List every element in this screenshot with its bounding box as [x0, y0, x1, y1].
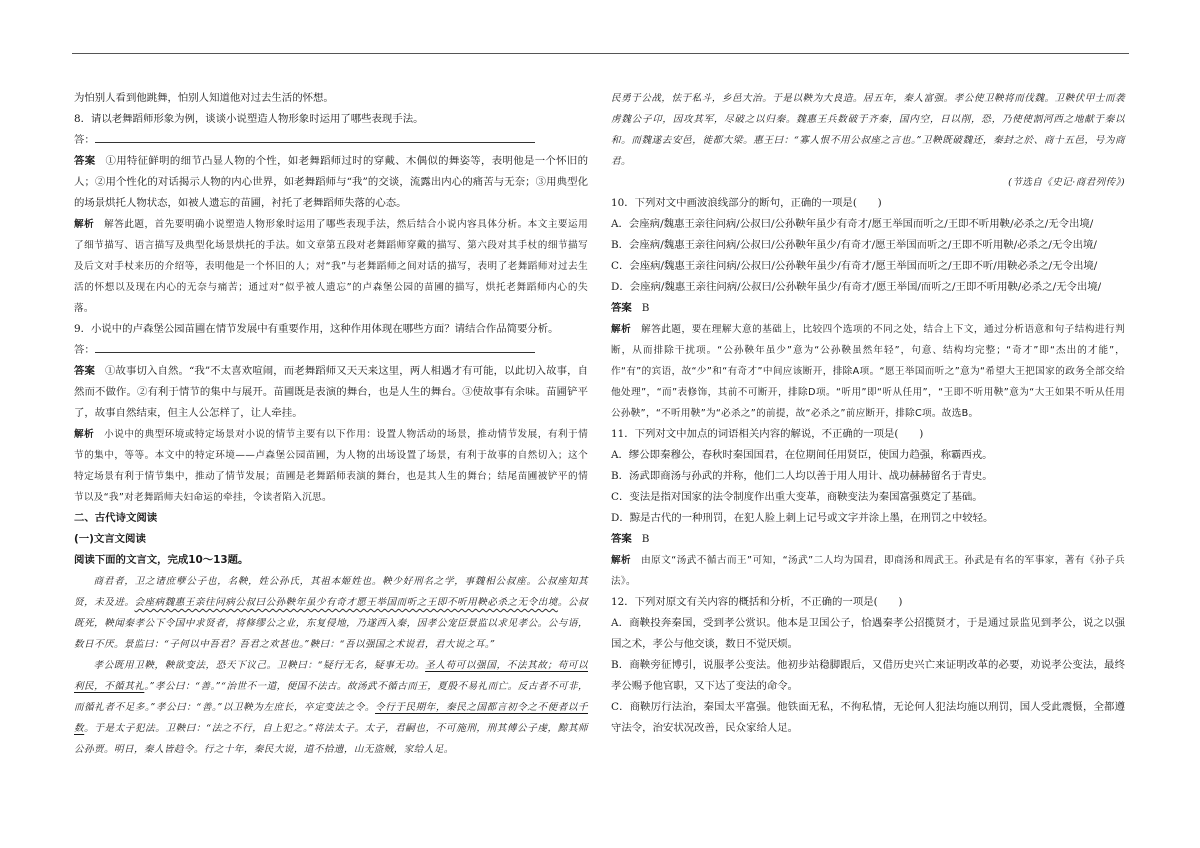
option-d: D．会座病/魏惠王亲往问病/公叔曰/公孙鞅年虽少/有奇才/愿王举国/而听之/王即不听用鞅/必杀之/无令出境/	[611, 281, 1102, 293]
answer-tag: 答案	[74, 155, 96, 167]
blank-line	[95, 130, 535, 143]
option-b: B．汤武即商汤与孙武的并称，他们二人均以善于用人用计、战功赫赫留名于青史。	[611, 470, 993, 482]
answer-blank: 答：	[74, 130, 588, 151]
question-8: 8．请以老舞蹈师形象为例，谈谈小说塑造人物形象时运用了哪些表现手法。	[74, 113, 424, 125]
instruction: 阅读下面的文言文，完成10～13题。	[74, 554, 249, 566]
answer-blank: 答：	[74, 340, 588, 361]
option-a: A．缪公即秦穆公，春秋时秦国国君，在位期间任用贤臣，使国力趋强，称霸西戎。	[611, 449, 993, 461]
option-c: C．会座病/魏惠王亲往问病/公叔曰/公孙鞅年虽少/有奇才/愿王举国而听之/王即不听/用鞅必杀之/无令出境/	[611, 260, 1098, 272]
analysis-tag: 解析	[611, 324, 632, 335]
text-line: 为怕别人看到他跳舞，怕别人知道他对过去生活的怀想。	[74, 92, 334, 104]
underlined-sentence-1: 圣人苟可以强国，不法其故；苟可以利民，不循其礼	[74, 660, 588, 692]
subsection-heading: (一)文言文阅读	[74, 533, 146, 545]
answer-tag: 答案	[74, 365, 95, 377]
analysis-tag: 解析	[74, 219, 95, 230]
analysis-9: 解析 小说中的典型环境或特定场景对小说的情节主要有以下作用：设置人物活动的场景，推动情节发展，有利于情节的集中，等等。本文中的特定环境——卢森堡公园苗圃，为人物的出场设置了场景，有利于故事的自然切入；这个特定场景有利于情节集中，推动了情节发展；苗圃是老舞蹈师表演的舞台，也是其人生的舞台；结尾苗圃被铲平的情节以及“我”对老舞蹈师夫妇命运的牵挂，令读者陷入沉思。	[74, 429, 588, 503]
option-d: D．黥是古代的一种刑罚，在犯人脸上刺上记号或文字并涂上墨，在刑罚之中较轻。	[611, 512, 994, 524]
answer-11: 答案 B	[611, 533, 650, 545]
answer-10: 答案 B	[611, 302, 650, 314]
classical-text-para-2: 孝公既用卫鞅，鞅欲变法，恐天下议己。卫鞅曰：“疑行无名，疑事无功。圣人苟可以强国，不法其故；苟可以利民，不循其礼。”孝公曰：“善。”“治世不一道，便国不法古。故汤武不循古而王，夏殷不易礼而亡。反古者不可非，而循礼者不足多。”孝公曰：“善。”以卫鞅为左庶长，卒定变法之令。令行于民期年，秦民之国都言初令之不便者以千数。于是太子犯法。卫鞅曰：“法之不行，自上犯之。”将法太子。太子，君嗣也，不可施刑，刑其傅公子虔，黥其师公孙贾。明日，秦人皆趋令。行之十年，秦民大说，道不拾遗，山无盗贼，家给人足。	[74, 660, 588, 755]
question-12: 12．下列对原文有关内容的概括和分析，不正确的一项是( )	[611, 596, 903, 608]
classical-text-para-1: 商君者，卫之诸庶孽公子也，名鞅，姓公孙氏，其祖本姬姓也。鞅少好刑名之学，事魏相公叔座。公叔座知其贤，未及进。会座病魏惠王亲往问病公叔曰公孙鞅年虽少有奇才愿王举国而听之王即不听用鞅必杀之无令出境。公叔既死，鞅闻秦孝公下令国中求贤者，将修缪公之业，东复侵地，乃遂西入秦，因孝公宠臣景监以求见孝公。公与语，数日不厌。景监曰：“子何以中吾君？吾君之欢甚也。”鞅曰：“吾以强国之术说君，君大说之耳。”	[74, 576, 588, 650]
option-b: B．会座病/魏惠王亲往问病/公叔曰/公孙鞅年虽少/有奇才/愿王举国而听之/王即不听用鞅/必杀之/无令出境/	[611, 239, 1097, 251]
option-a: A．商鞅投奔秦国，受到孝公赏识。他本是卫国公子，恰遇秦孝公招揽贤才，于是通过景监见到孝公，说之以强国之术，孝公与他交谈，数日不觉厌烦。	[611, 617, 1125, 650]
option-b: B．商鞅旁征博引，说服孝公变法。他初步站稳脚跟后，又借历史兴亡来证明改革的必要，劝说孝公变法，最终孝公赐予他官职，又下达了变法的命令。	[611, 659, 1125, 692]
option-c: C．商鞅厉行法治，秦国太平富强。他铁面无私，不徇私情，无论何人犯法均施以刑罚，国人受此震慑，全都遵守法令，治安状况改善，民众家给人足。	[611, 701, 1125, 734]
analysis-11: 解析 由原文“汤武不循古而王”可知，“汤武”二人均为国君，即商汤和周武王。孙武是有名的军事家，著有《孙子兵法》。	[611, 555, 1125, 587]
answer-tag: 答案	[611, 302, 632, 314]
blank-line	[95, 340, 535, 353]
question-9: 9．小说中的卢森堡公园苗圃在情节发展中有重要作用，这种作用体现在哪些方面？请结合作品简要分析。	[74, 323, 559, 335]
answer-tag: 答案	[611, 533, 632, 545]
question-11: 11．下列对文中加点的词语相关内容的解说，不正确的一项是( )	[611, 428, 924, 440]
analysis-tag: 解析	[611, 555, 632, 566]
answer-8: 答案 ①用特征鲜明的细节凸显人物的个性，如老舞蹈师过时的穿戴、木偶似的舞姿等，表明他是一个怀旧的人；②用个性化的对话揭示人物的内心世界，如老舞蹈师与“我”的交谈，流露出内心的痛苦与无奈；③用典型化的场景烘托人物状态，如被人遗忘的苗圃，衬托了老舞蹈师失落的心态。	[74, 155, 589, 209]
answer-9: 答案 ①故事切入自然。“我”不太喜欢喧闹，而老舞蹈师又天天来这里，两人相遇才有可能，以此切入故事，自然而不做作。②有利于情节的集中与展开。苗圃既是表演的舞台，也是人生的舞台。③使故事有余味。苗圃铲平了，故事自然结束，但主人公怎样了，让人牵挂。	[74, 365, 589, 419]
header-rule	[72, 53, 1129, 54]
analysis-tag: 解析	[74, 429, 95, 440]
right-column	[611, 88, 1125, 739]
analysis-10: 解析 解答此题，要在理解大意的基础上，比较四个选项的不同之处，结合上下文，通过分析语意和句子结构进行判断，从而排除干扰项。“公孙鞅年虽少”意为“公孙鞅虽然年轻”，句意、结构均完整；“奇才”即“杰出的才能”，作“有”的宾语，故“少”和“有奇才”中间应该断开，排除A项。“愿王举国而听之”意为“希望大王把国家的政务全部交给他处理”，“而”表修饰，其前不可断开，排除D项。“听用”即“听从任用”，“王即不听用鞅”意为“大王如果不听从任用公孙鞅”，“不听用鞅”为“必杀之”的前提，故“必杀之”前应断开，排除C项。故选B。	[611, 324, 1125, 419]
left-column	[74, 88, 588, 760]
classical-text-para-3: 民勇于公战，怯于私斗，乡邑大治。于是以鞅为大良造。居五年，秦人富强。孝公使卫鞅将而伐魏。卫鞅伏甲士而袭虏魏公子卬，因攻其军，尽破之以归秦。魏惠王兵数破于齐秦，国内空，日以削，恐，乃使使割河西之地献于秦以和。而魏遂去安邑，徙都大梁。惠王曰：“寡人恨不用公叔座之言也。”卫鞅既破魏还，秦封之於、商十五邑，号为商君。	[611, 93, 1125, 167]
option-a: A．会座病/魏惠王亲往问病/公叔曰/公孙鞅年虽少有奇才/愿王举国而听之/王即不听用鞅/必杀之/无令出境/	[611, 218, 1094, 230]
option-c: C．变法是指对国家的法令制度作出重大变革，商鞅变法为秦国富强奠定了基础。	[611, 491, 983, 503]
source-citation: (节选自《史记·商君列传》)	[1008, 177, 1125, 188]
question-10: 10．下列对文中画波浪线部分的断句，正确的一项是( )	[611, 197, 882, 209]
wavy-underlined-text: 会座病魏惠王亲往问病公叔曰公孙鞅年虽少有奇才愿王举国而听之王即不听用鞅必杀之无令出境	[134, 597, 558, 608]
analysis-8: 解析 解答此题，首先要明确小说塑造人物形象时运用了哪些表现手法，然后结合小说内容具体分析。本文主要运用了细节描写、语言描写及典型化场景烘托的手法。如文章第五段对老舞蹈师穿戴的描写、第六段对其手杖的细节描写及后文对手杖来历的介绍等，表明他是一个怀旧的人；对“我”与老舞蹈师之间对话的描写，表明了老舞蹈师对过去生活的怀想以及现在内心的无奈与痛苦；通过对“似乎被人遗忘”的卢森堡公园的苗圃的描写，烘托老舞蹈师内心的失落。	[74, 219, 588, 314]
section-heading: 二、古代诗文阅读	[74, 512, 158, 524]
underlined-sentence-2: 令行于民期年，秦民之国都言初令之不便者以千数	[74, 702, 588, 734]
